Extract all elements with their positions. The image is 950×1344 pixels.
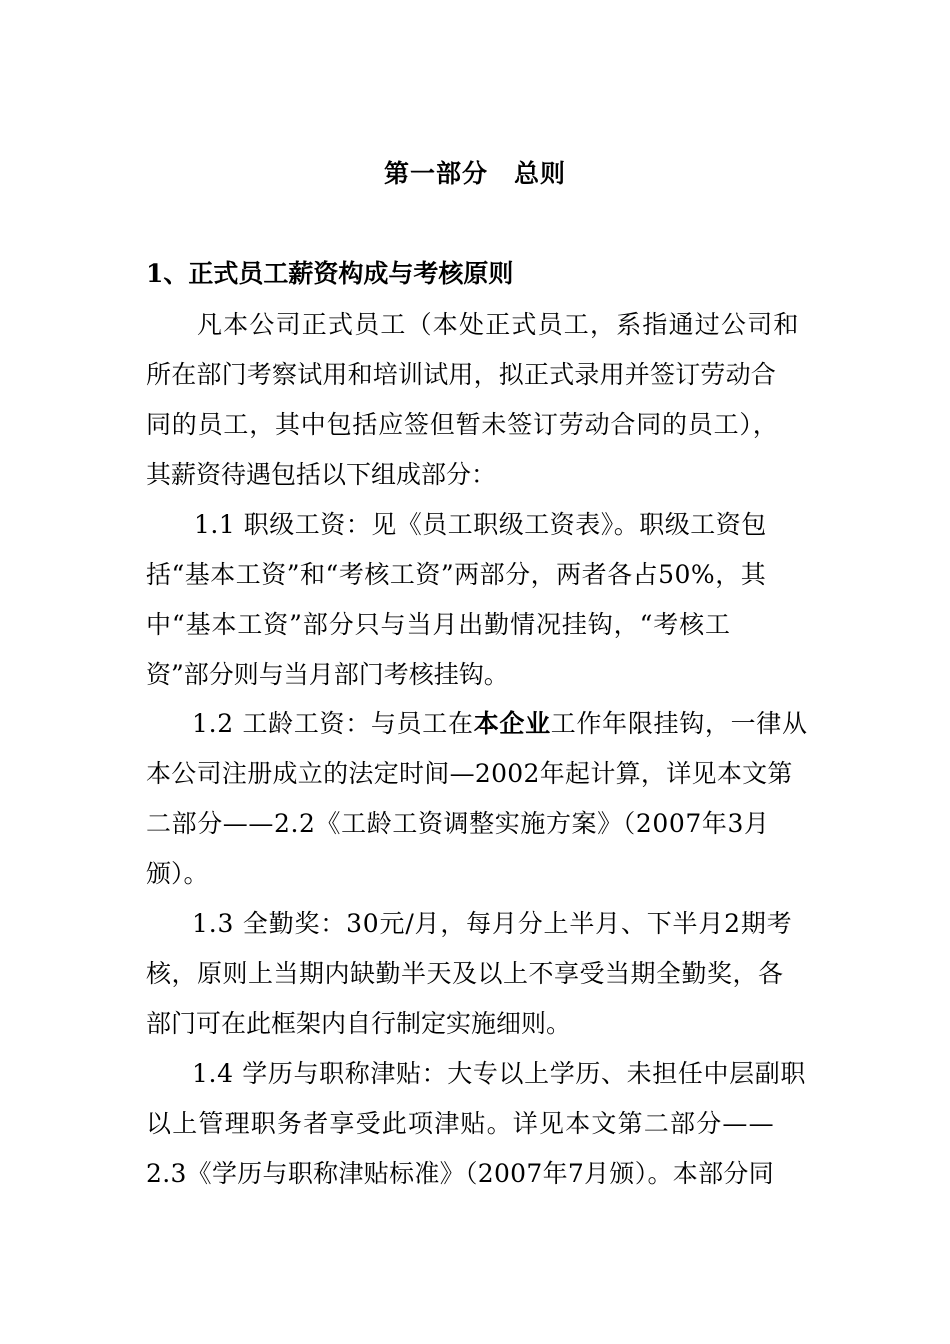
emphasized-text: 本企业 [473, 709, 551, 738]
body-line: 资”部分则与当月部门考核挂钩。 [146, 660, 509, 689]
section-heading: 1、正式员工薪资构成与考核原则 [146, 259, 514, 288]
body-line: 1.1 职级工资：见《员工职级工资表》。职级工资包 [194, 510, 767, 539]
body-line: 1.3 全勤奖：30元/月，每月分上半月、下半月2期考 [192, 909, 793, 938]
body-line: 颁）。 [146, 859, 209, 888]
body-line: 其薪资待遇包括以下组成部分： [146, 460, 497, 489]
body-line: 二部分——2.2《工龄工资调整实施方案》（2007年3月 [146, 809, 770, 838]
body-line: 部门可在此框架内自行制定实施细则。 [146, 1009, 572, 1038]
body-line: 2.3《学历与职称津贴标准》（2007年7月颁）。本部分同 [146, 1159, 774, 1188]
page-title: 第一部分 总则 [383, 159, 566, 188]
body-line: 括“基本工资”和“考核工资”两部分，两者各占50%，其 [146, 560, 767, 589]
body-line: 以上管理职务者享受此项津贴。详见本文第二部分—— [146, 1109, 775, 1138]
body-line: 核，原则上当期内缺勤半天及以上不享受当期全勤奖，各 [146, 959, 784, 988]
body-text: 1.2 工龄工资：与员工在 [192, 709, 474, 738]
body-line: 凡本公司正式员工（本处正式员工，系指通过公司和 [197, 310, 800, 339]
body-line: 同的员工，其中包括应签但暂未签订劳动合同的员工）， [146, 410, 779, 439]
body-line: 中“基本工资”部分只与当月出勤情况挂钩，“考核工 [146, 610, 731, 639]
body-text: 工作年限挂钩，一律从 [550, 709, 808, 738]
body-line: 1.4 学历与职称津贴：大专以上学历、未担任中层副职 [192, 1059, 806, 1088]
body-line-mixed [192, 704, 808, 744]
body-line: 所在部门考察试用和培训试用，拟正式录用并签订劳动合 [146, 360, 777, 389]
body-line: 本公司注册成立的法定时间—2002年起计算，详见本文第 [146, 759, 793, 788]
